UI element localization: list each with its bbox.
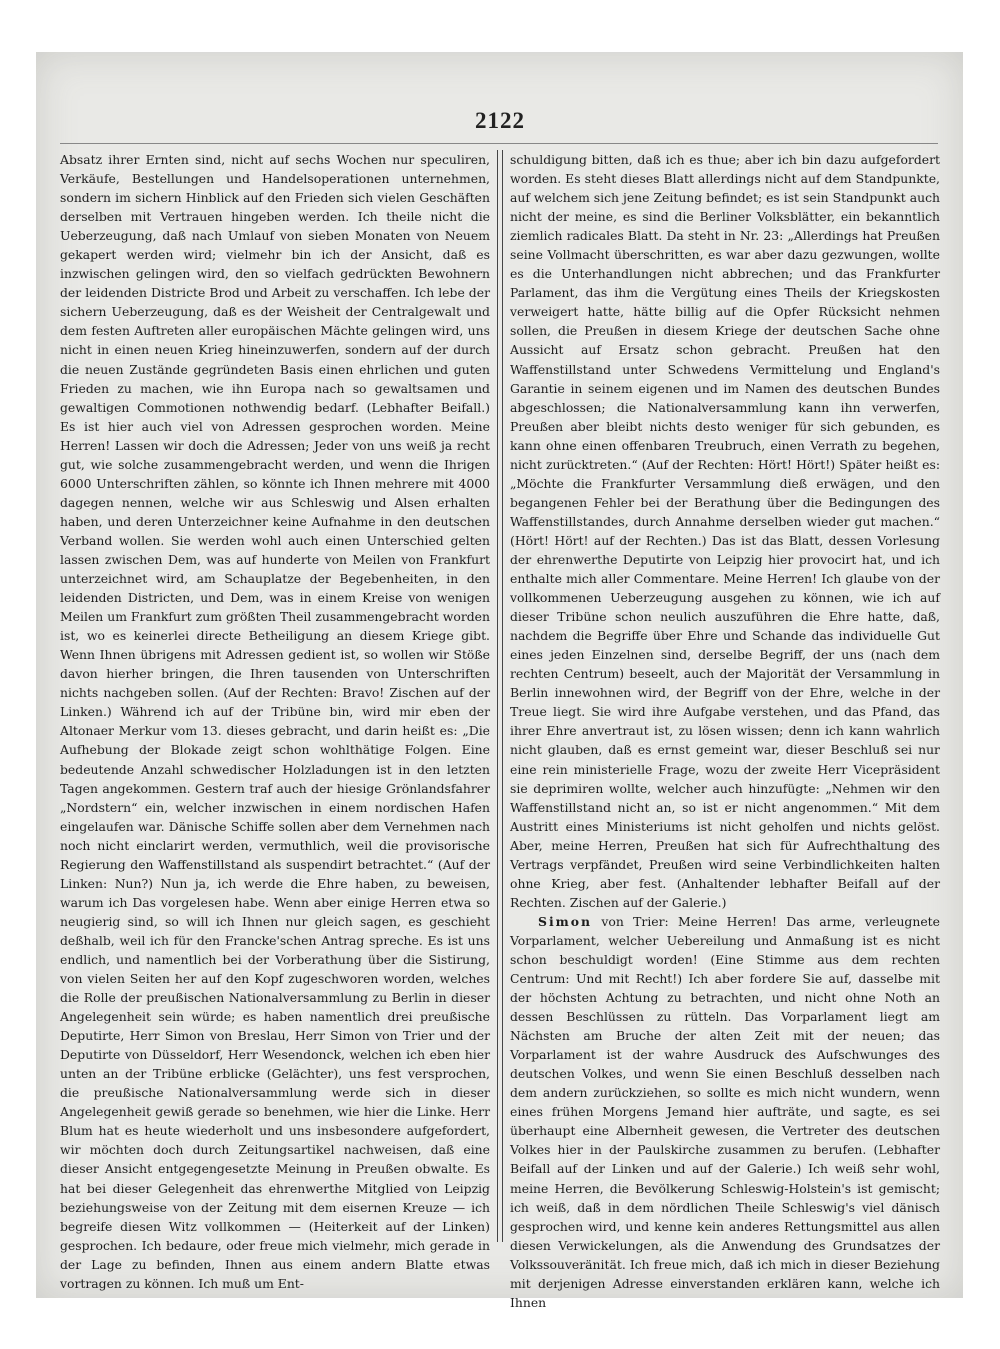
left-paragraph-1: Absatz ihrer Ernten sind, nicht auf sechs Wochen nur speculiren, Verkäufe, Bestellungen und Handelsoperationen unternehmen, sondern im sichern Hinblick auf den Frieden sich vielen Geschäften derselben mit Vertrauen hingeben werden. Ich theile nicht die Ueberzeugung, daß nach Umlauf von sieben Monaten von Neuem gekapert werden wird; vielmehr bin ich der Ansicht, daß es inzwischen gelingen wird, den so vielfach gedrückten Bewohnern der leidenden Districte Brod und Arbeit zu verschaffen. Ich lebe der sichern Ueberzeugung, daß es der Weisheit der Centralgewalt und dem festen Auftreten aller europäischen Mächte gelingen wird, uns nicht in einen neuen Krieg hineinzuwerfen, sondern auf der durch die neuen Zustände gegründeten Basis einen ehrlichen und guten Frieden zu machen, wie ihn Europa nach so gewaltsamen und gewaltigen Commotionen nothwendig bedarf. (Lebhafter Beifall.) Es ist hier auch viel von Adressen gesprochen worden. Meine Herren! Lassen wir doch die Adressen; Jeder von uns weiß ja recht gut, wie solche zusammengebracht werden, und wenn die Ihrigen 6000 Unterschriften zählen, so könnte ich Ihnen mehrere mit 4000 dagegen nennen, welche wir aus Schleswig und Alsen erhalten haben, und deren Unterzeichner keine Aufnahme in den deutschen Verband wollen. Sie werden wohl auch einen Unterschied gelten lassen zwischen Dem, was auf hunderte von Meilen von Frankfurt unterzeichnet wird, am Schauplatze der Begebenheiten, in den leidenden Districten, und Dem, was in einem Kreise von wenigen Meilen um Frankfurt zum größten Theil zusammengebracht worden ist, wo es keinerlei directe Betheiligung an diesem Kriege gibt. Wenn Ihnen übrigens mit Adressen gedient ist, so wollen wir Stöße davon hierher bringen, die Ihren tausenden von Unterschriften nichts nachgeben sollen. (Auf der Rechten: Bravo! Zischen auf der Linken.) Während ich auf der Tribüne bin, wird mir eben der Altonaer Merkur vom 13. dieses gebracht, und darin heißt es: „Die Aufhebung der Blokade zeigt schon wohlthätige Folgen. Eine bedeutende Anzahl schwedischer Holzladungen ist in den letzten Tagen angekommen. Gestern traf auch der hiesige Grönlandsfahrer „Nordstern“ ein, welcher inzwischen in einem nordischen Hafen eingelaufen war. Dänische Schiffe sollen aber dem Vernehmen nach noch nicht einclarirt werden, vermuthlich, weil die provisorische Regierung den Waffenstillstand als suspendirt betrachtet.“ (Auf der Linken: Nun?) Nun ja, ich werde die Ehre haben, zu beweisen, warum ich Das vorgelesen habe. Wenn aber einige Herren etwa so neugierig sind, so will ich Ihnen nur gleich sagen, es geschieht deßhalb, weil ich für den Francke'schen Antrag spreche. Es ist uns endlich, und namentlich bei der Vorberathung über die Sistirung, von vielen Seiten her auf den Kopf zugeschworen worden, welches die Rolle der preußischen Nationalversammlung zu Berlin in dieser Angelegenheit sein würde; es haben namentlich drei preußische Deputirte, Herr Simon von Breslau, Herr Simon von Trier und der Deputirte von Düsseldorf, Herr Wesendonck, welchen ich eben hier unten an der Tribüne erblicke (Gelächter), uns fest versprochen, die preußische Nationalversammlung werde sich in dieser Angelegenheit gewiß gerade so benehmen, wie hier die Linke. Herr Blum hat es heute wiederholt und uns insbesondere aufgefordert, wir möchten doch durch Zeitungsartikel nachweisen, daß eine dieser Ansicht entgegengesetzte Meinung in Preußen obwalte. Es hat bei dieser Gelegenheit das ehrenwerthe Mitglied von Leipzig beziehungsweise von der Zeitung mit dem eisernen Kreuze — ich begreife diesen Witz vollkommen — (Heiterkeit auf der Linken) gesprochen. Ich bedaure, oder freue mich vielmehr, mich gerade in der Lage zu befinden, Ihnen aus einem andern Blatte etwas vortragen zu können. Ich muß um Ent- — [60, 152, 490, 1291]
page-number: 2122 — [475, 108, 525, 133]
right-paragraph-2 — [510, 912, 940, 1312]
right-paragraph-1: schuldigung bitten, daß ich es thue; aber ich bin dazu aufgefordert worden. Es steht dieses Blatt allerdings nicht auf dem Standpunkte, auf welchem sich jene Zeitung befindet; es ist sein Standpunkt auch nicht der meine, es sind die Berliner Volksblätter, ein bekanntlich ziemlich radicales Blatt. Da steht in Nr. 23: „Allerdings hat Preußen seine Vollmacht überschritten, es war aber dazu gezwungen, wollte es die Unterhandlungen nicht abbrechen; und das Frankfurter Parlament, das ihm die Vergütung eines Theils der Kriegskosten verweigert hatte, hätte billig auf die Opfer Rücksicht nehmen sollen, die Preußen in diesem Kriege der deutschen Sache ohne Aussicht auf Ersatz schon gebracht. Preußen hat den Waffenstillstand unter Schwedens Vermittelung und England's Garantie in seinem eigenen und im Namen des deutschen Bundes abgeschlossen; die Nationalversammlung kann ihn verwerfen, Preußen aber bleibt nichts desto weniger für sich gebunden, es kann ohne einen offenbaren Treubruch, einen Verrath zu begehen, nicht zurücktreten.“ (Auf der Rechten: Hört! Hört!) Später heißt es: „Möchte die Frankfurter Versammlung dieß erwägen, und den begangenen Fehler bei der Berathung über die Bedingungen des Waffenstillstandes, durch Annahme derselben wieder gut machen.“ (Hört! Hört! auf der Rechten.) Das ist das Blatt, dessen Vorlesung der ehrenwerthe Deputirte von Leipzig hier provocirt hat, und ich enthalte mich aller Commentare. Meine Herren! Ich glaube von der vollkommenen Ueberzeugung ausgehen zu können, wie ich auf dieser Tribüne schon neulich auszuführen die Ehre hatte, daß, nachdem die Begriffe über Ehre und Schande das individuelle Gut eines jeden Einzelnen sind, derselbe Begriff, der uns (nach dem rechten Centrum) beseelt, auch der Majorität der Versammlung in Berlin innewohnen wird, der Begriff von der Ehre, welche in der Treue liegt. Sie wird ihre Aufgabe verstehen, und das Pfand, das ihrer Ehre anvertraut ist, zu lösen wissen; denn ich kann wahrlich nicht glauben, daß es ernst gemeint war, dieser Beschluß sei nur eine rein ministerielle Frage, wozu der zweite Herr Vicepräsident sie deprimiren wollte, welcher auch hinzufügte: „Nehmen wir den Waffenstillstand nicht an, so ist er nicht angenommen.“ Mit dem Austritt eines Ministeriums ist nicht geholfen und nichts gelöst. Aber, meine Herren, Preußen hat sich für Aufrechthaltung des Vertrags verpfändet, Preußen wird seine Verbindlichkeiten halten ohne Krieg, aber fest. (Anhaltender lebhafter Beifall auf der Rechten. Zischen auf der Galerie.) — [510, 152, 940, 910]
header-rule — [60, 143, 938, 144]
speaker-name: Simon — [538, 913, 593, 929]
right-column — [510, 150, 940, 1310]
left-column — [60, 150, 490, 1291]
right-paragraph-2-text: von Trier: Meine Herren! Das arme, verleugnete Vorparlament, welcher Uebereilung und Anmaßung ist es nicht schon beschuldigt worden! (Eine Stimme aus dem rechten Centrum: Und mit Recht!) Ich aber fordere Sie auf, dasselbe mit der höchsten Achtung zu betrachten, und nicht ohne Noth an dessen Beschlüssen zu rütteln. Das Vorparlament liegt am Nächsten am Bruche der alten Zeit mit der neuen; das Vorparlament ist der wahre Ausdruck des Aufschwunges des deutschen Volkes, und wenn Sie einen Beschluß desselben nach dem andern zurückziehen, so sollte es mich nicht wundern, wenn eines frühen Morgens Jemand hier aufträte, und sagte, es sei überhaupt eine Albernheit gewesen, die Vertreter des deutschen Volkes hier in der Paulskirche zusammen zu berufen. (Lebhafter Beifall auf der Linken und auf der Galerie.) Ich weiß sehr wohl, meine Herren, die Bevölkerung Schleswig-Holstein's ist gemischt; ich weiß, daß in dem nördlichen Theile Schleswig's viel dänisch gesprochen wird, und kenne kein anderes Rettungsmittel aus allen diesen Verwickelungen, als die Anwendung des Grundsatzes der Volkssouveränität. Ich freue mich, daß ich mich in dieser Beziehung mit derjenigen Adresse einverstanden erklären kann, welche ich Ihnen — [510, 913, 940, 1310]
column-divider — [497, 150, 503, 1242]
